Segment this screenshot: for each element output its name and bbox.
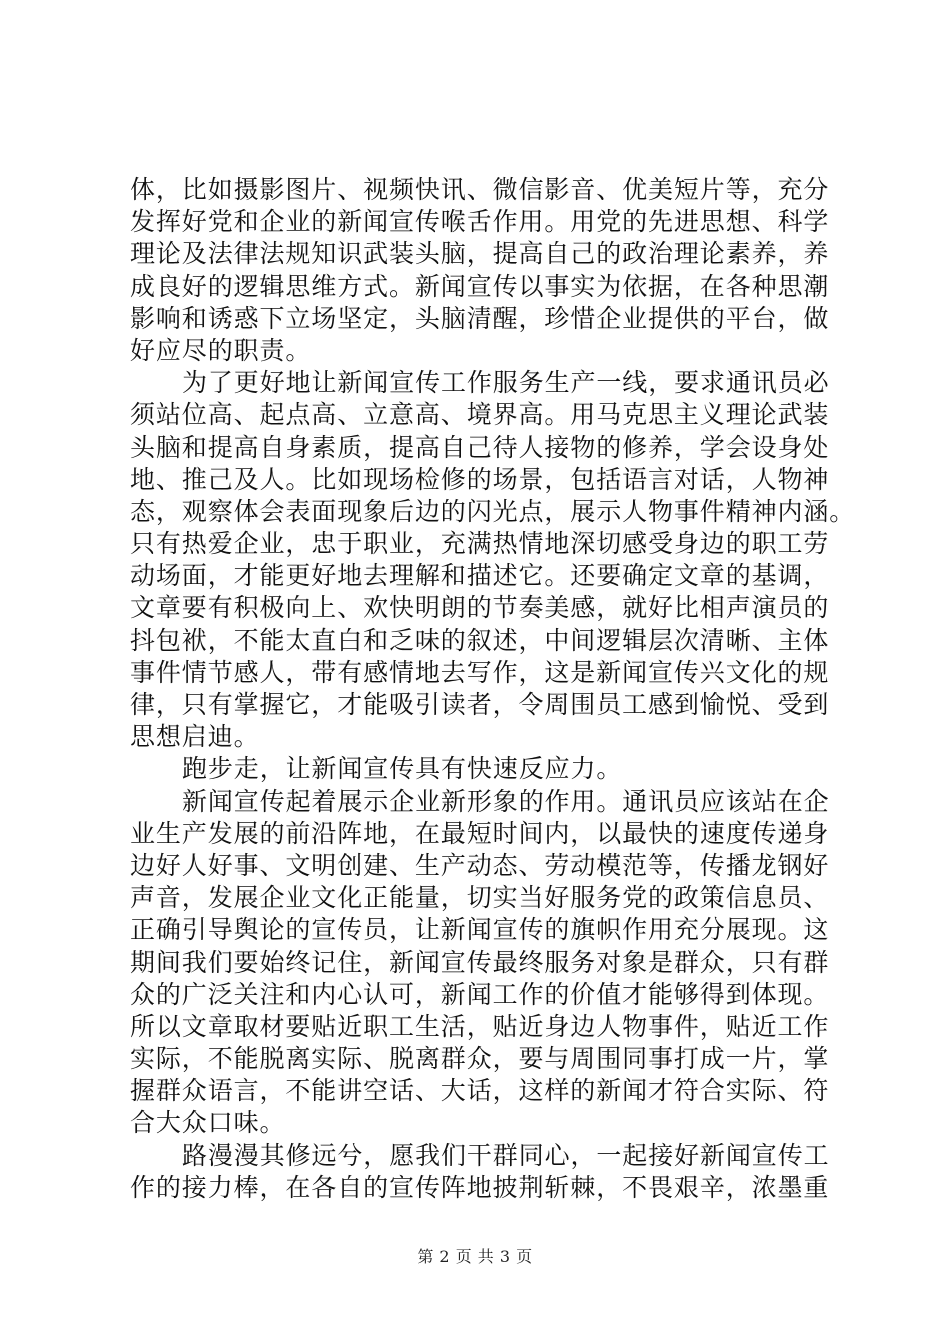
text-line: 合大众口味。 [130,1108,286,1138]
text-line: 声音，发展企业文化正能量，切实当好服务党的政策信息员、 [130,883,830,913]
document-body [130,174,856,1204]
text-line: 正确引导舆论的宣传员，让新闻宣传的旗帜作用充分展现。这 [130,915,830,945]
text-line: 思想启迪。 [130,722,260,752]
text-line: 业生产发展的前沿阵地，在最短时间内，以最快的速度传递身 [130,818,830,848]
text-line: 事件情节感人，带有感情地去写作，这是新闻宣传兴文化的规 [130,657,830,687]
text-line: 地、推己及人。比如现场检修的场景，包括语言对话，人物神 [130,464,830,494]
text-line: 路漫漫其修远兮，愿我们干群同心，一起接好新闻宣传工 [182,1140,830,1170]
text-line: 所以文章取材要贴近职工生活，贴近身边人物事件，贴近工作 [130,1011,830,1041]
text-line: 影响和诱惑下立场坚定，头脑清醒，珍惜企业提供的平台，做 [130,303,830,333]
text-line: 众的广泛关注和内心认可，新闻工作的价值才能够得到体现。 [130,979,830,1009]
text-line: 抖包袱，不能太直白和乏味的叙述，中间逻辑层次清晰、主体 [130,625,830,655]
text-line: 握群众语言，不能讲空话、大话，这样的新闻才符合实际、符 [130,1076,830,1106]
text-line: 须站位高、起点高、立意高、境界高。用马克思主义理论武装 [130,400,830,430]
text-line: 新闻宣传起着展示企业新形象的作用。通讯员应该站在企 [182,786,830,816]
text-line: 作的接力棒，在各自的宣传阵地披荆斩棘，不畏艰辛，浓墨重 [130,1172,830,1202]
text-line: 成良好的逻辑思维方式。新闻宣传以事实为依据，在各种思潮 [130,271,830,301]
page-footer: 第 2 页 共 3 页 [417,1247,533,1266]
text-line: 动场面，才能更好地去理解和描述它。还要确定文章的基调， [130,561,830,591]
text-line: 为了更好地让新闻宣传工作服务生产一线，要求通讯员必 [182,368,830,398]
text-line: 体，比如摄影图片、视频快讯、微信影音、优美短片等，充分 [130,175,830,204]
text-line: 头脑和提高自身素质，提高自己待人接物的修养，学会设身处 [130,432,830,462]
text-line: 文章要有积极向上、欢快明朗的节奏美感，就好比相声演员的 [130,593,830,623]
text-line: 发挥好党和企业的新闻宣传喉舌作用。用党的先进思想、科学 [130,207,830,237]
text-line: 好应尽的职责。 [130,335,312,365]
text-line: 理论及法律法规知识武装头脑，提高自己的政治理论素养，养 [130,239,830,269]
text-line: 态，观察体会表面现象后边的闪光点，展示人物事件精神内涵。 [130,496,856,526]
text-line: 只有热爱企业，忠于职业，充满热情地深切感受身边的职工劳 [130,529,830,559]
text-line: 边好人好事、文明创建、生产动态、劳动模范等，传播龙钢好 [130,850,830,880]
text-line: 期间我们要始终记住，新闻宣传最终服务对象是群众，只有群 [130,947,830,977]
text-line: 实际，不能脱离实际、脱离群众，要与周围同事打成一片，掌 [130,1044,830,1074]
text-line: 律，只有掌握它，才能吸引读者，令周围员工感到愉悦、受到 [130,690,830,719]
text-line: 跑步走，让新闻宣传具有快速反应力。 [182,754,623,784]
